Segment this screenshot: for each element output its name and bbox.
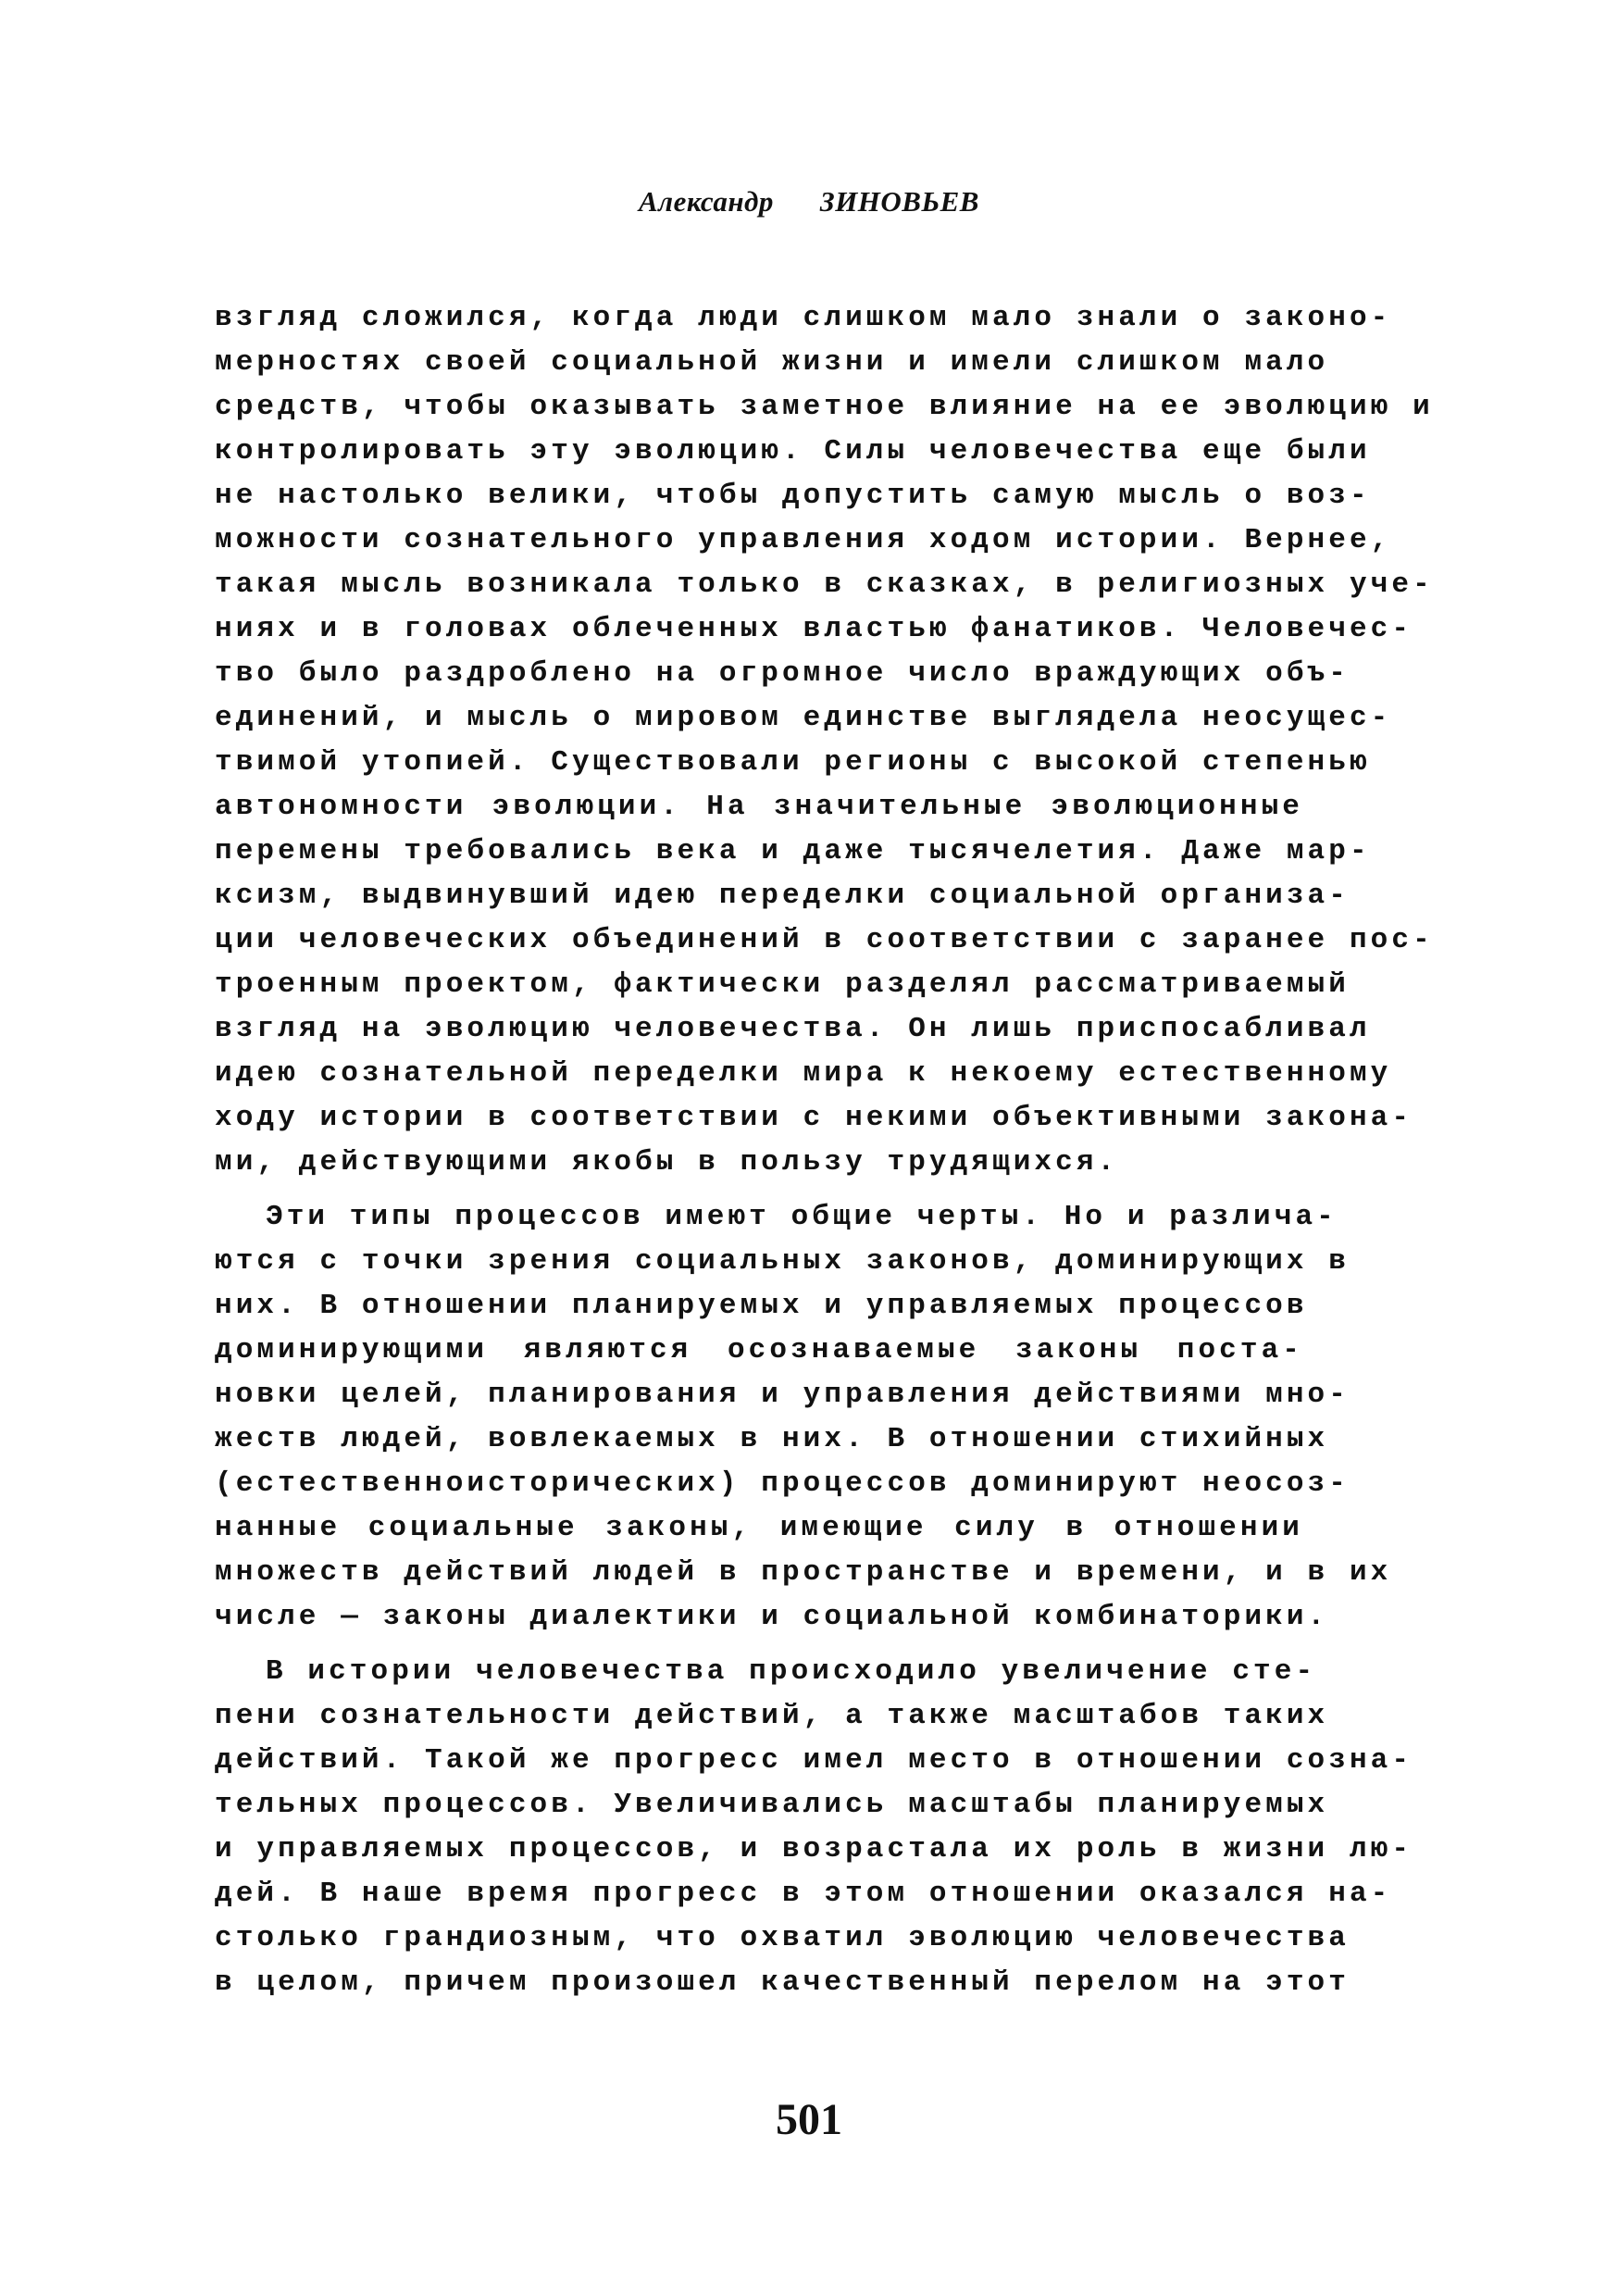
text-line: ниях и в головах облеченных властью фанатиков. Человечес-	[215, 613, 1413, 645]
text-line: ксизм, выдвинувший идею переделки социальной организа-	[215, 880, 1350, 912]
text-line: не настолько велики, чтобы допустить самую мысль о воз-	[215, 480, 1371, 512]
author-last-name: ЗИНОВЬЕВ	[819, 185, 979, 218]
text-line: В истории человечества происходило увеличение сте-	[266, 1655, 1317, 1688]
paragraph-1	[215, 296, 1434, 1185]
text-line: мерностях своей социальной жизни и имели слишком мало	[215, 346, 1329, 379]
text-line: числе — законы диалектики и социальной комбинаторики.	[215, 1601, 1329, 1633]
text-line: контролировать эту эволюцию. Силы человечества еще были	[215, 435, 1371, 468]
text-line: действий. Такой же прогресс имел место в отношении созна-	[215, 1744, 1413, 1777]
text-line: можности сознательного управления ходом истории. Вернее,	[215, 524, 1392, 556]
text-line: доминирующими являются осознаваемые законы поста-	[215, 1334, 1303, 1366]
text-line: такая мысль возникала только в сказках, в религиозных уче-	[215, 568, 1434, 601]
text-line: средств, чтобы оказывать заметное влияние на ее эволюцию и	[215, 391, 1434, 423]
paragraph-2	[215, 1195, 1392, 1640]
text-line: тво было раздроблено на огромное число враждующих объ-	[215, 657, 1350, 690]
text-line: автономности эволюции. На значительные эволюционные	[215, 791, 1303, 823]
text-line: Эти типы процессов имеют общие черты. Но и различа-	[266, 1201, 1338, 1233]
text-line: столько грандиозным, что охватил эволюцию человечества	[215, 1922, 1350, 1954]
text-line: твимой утопией. Существовали регионы с высокой степенью	[215, 746, 1371, 779]
text-line: тельных процессов. Увеличивались масштабы планируемых	[215, 1789, 1329, 1821]
text-line: ются с точки зрения социальных законов, доминирующих в	[215, 1245, 1350, 1278]
text-line: множеств действий людей в пространстве и времени, и в их	[215, 1556, 1392, 1589]
text-line: взгляд сложился, когда люди слишком мало знали о законо-	[215, 302, 1392, 334]
text-line: дей. В наше время прогресс в этом отношении оказался на-	[215, 1878, 1392, 1910]
text-line: ми, действующими якобы в пользу трудящихся.	[215, 1146, 1119, 1179]
text-line: ходу истории в соответствии с некими объективными закона-	[215, 1102, 1413, 1134]
text-line: единений, и мысль о мировом единстве выглядела неосущес-	[215, 702, 1392, 734]
text-line: и управляемых процессов, и возрастала их роль в жизни лю-	[215, 1833, 1413, 1866]
page-number: 501	[776, 2095, 842, 2144]
running-head	[0, 185, 1618, 218]
paragraph-3	[215, 1650, 1413, 2005]
text-line: новки целей, планирования и управления действиями мно-	[215, 1379, 1350, 1411]
text-line: перемены требовались века и даже тысячелетия. Даже мар-	[215, 835, 1371, 867]
author-first-name: Александр	[638, 185, 774, 218]
text-line: нанные социальные законы, имеющие силу в отношении	[215, 1512, 1303, 1544]
text-line: пени сознательности действий, а также масштабов таких	[215, 1700, 1329, 1732]
text-line: них. В отношении планируемых и управляемых процессов	[215, 1290, 1308, 1322]
text-line: идею сознательной переделки мира к некоему естественному	[215, 1057, 1392, 1090]
text-line: троенным проектом, фактически разделял рассматриваемый	[215, 968, 1350, 1001]
text-line: взгляд на эволюцию человечества. Он лишь приспосабливал	[215, 1013, 1371, 1045]
text-line: ции человеческих объединений в соответствии с заранее пос-	[215, 924, 1434, 956]
body-text	[215, 296, 1434, 2005]
text-line: (естественноисторических) процессов доминируют неосоз-	[215, 1467, 1350, 1500]
text-line: в целом, причем произошел качественный перелом на этот	[215, 1966, 1350, 1999]
text-line: жеств людей, вовлекаемых в них. В отношении стихийных	[215, 1423, 1329, 1455]
